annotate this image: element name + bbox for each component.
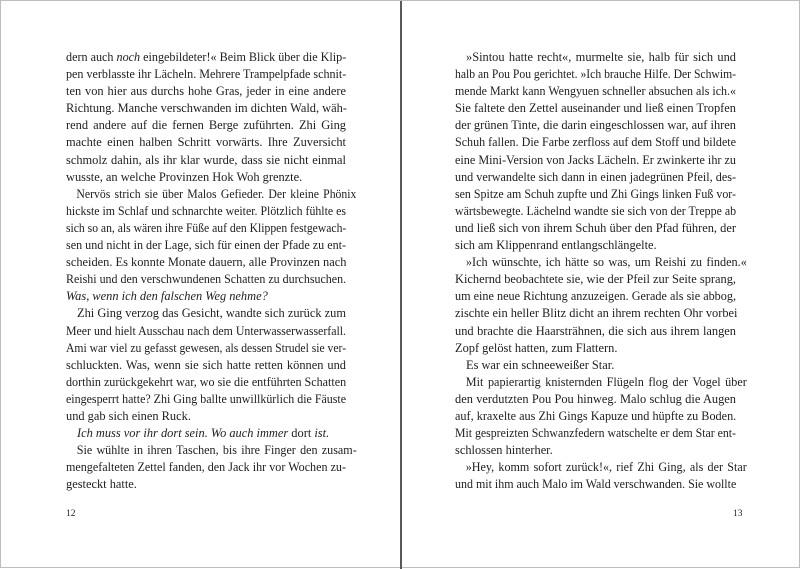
text-line [66,186,356,203]
body-text: Ami war viel zu gefasst gewesen, als dessen Strudel sie ver- [66,340,347,355]
text-line [66,49,346,66]
text-line [66,254,346,271]
body-text: eine Mini-Version von Jacks Lächeln. Er zwinkerte ihr zu [455,152,736,167]
body-text: »Sintou hatte recht«, murmelte sie, halb für sich und [466,50,736,64]
page-text [455,49,747,493]
italic-text: Ich muss vor ihr dort sein. Wo auch immer [77,426,289,441]
text-line [66,305,346,322]
text-line [455,408,736,425]
body-text: dern auch [66,50,117,64]
text-line [455,340,736,357]
body-text: Mit papierartig knisternden Flügeln flog der Vogel über [465,374,747,389]
text-line [455,323,736,340]
text-line [66,100,346,117]
text-line [66,459,346,476]
body-text: schluckten. Was, wenn sie sich hatte retten können und [66,357,346,372]
left-page [1,1,400,569]
body-text: schmolz dahin, als ihr klar wurde, dass sie nicht einmal [66,152,346,167]
body-text: sich so an, als wären ihre Füße auf den Klippen festgewach- [66,220,347,235]
page-text [66,49,357,493]
text-line [455,442,736,459]
body-text: wusste, an welche Provinzen Hok Woh grenzte. [66,169,303,184]
body-text: »Hey, komm sofort zurück!«, rief Zhi Ging, als der Star [465,460,747,475]
text-line [455,220,736,237]
text-line [66,357,346,374]
text-line [66,425,346,442]
body-text: Nervös strich sie über Malos Gefieder. Der kleine Phönix [76,186,357,201]
body-text: zischte ein heller Blitz dicht an ihrem rechten Ohr vorbei [455,306,738,321]
text-line [455,134,736,151]
italic-text: noch [116,50,141,64]
text-line [455,357,736,374]
body-text: machte einen halben Schritt vorwärts. Ihre Zuversicht [66,135,346,150]
body-text: und brachte die Haarsträhnen, die sich aus ihrem langen [455,323,736,338]
body-text: rend andere auf die fernen Berge zuführten. Zhi Ging [66,118,346,133]
text-line [455,237,736,254]
text-line [66,66,346,83]
body-text: und mit ihm auch Malo im Wald verschwanden. Sie wollte [455,477,737,492]
page-number: 12 [66,509,76,519]
text-line [455,391,736,408]
text-line [455,83,736,100]
body-text: und verwandelte sich dann in einen jadegrünen Pfeil, des- [455,169,736,184]
text-line [66,220,346,237]
body-text: Sie wühlte in ihren Taschen, bis ihre Finger den zusam- [76,443,357,458]
italic-text: ist. [314,426,330,441]
text-line [66,391,346,408]
body-text: den verdutzten Pou Pou hinweg. Malo schlug die Augen [455,391,736,406]
text-line [455,374,747,391]
text-line [66,237,346,254]
body-text: Zopf gelöst hatten, zum Flattern. [455,340,618,355]
text-line [66,83,346,100]
text-line [455,169,736,186]
text-line [66,323,346,340]
text-line [66,134,346,151]
text-line [455,425,736,442]
body-text: sen Spitze am Schuh zupfte und Zhi Gings linken Fuß vor- [455,186,736,201]
text-line [455,203,736,220]
text-line [455,186,736,203]
body-text: sen und nicht in der Lage, sich für einen der Pfade zu ent- [66,238,346,253]
right-page [402,1,800,569]
body-text: hickste im Schlaf und schnarchte weiter. Plötzlich fühlte es [66,203,346,218]
body-text: eingebildeter!« Beim Blick über die Klip- [140,50,347,64]
text-line [455,288,736,305]
body-text: eingesperrt hatte? Zhi Ging ballte unwillkürlich die Fäuste [66,391,347,406]
body-text: Kichernd beobachtete sie, wie der Pfeil zur Seite sprang, [455,272,736,287]
body-text: mende Markt kann Wengyuen schneller absuchen als ich.« [455,84,736,99]
text-line [66,152,346,169]
body-text: Mit gespreizten Schwanzfedern watschelte er dem Star ent- [455,426,736,441]
body-text: ten von hier aus durchs hohe Gras, jeder in eine andere [66,84,346,99]
text-line [455,152,736,169]
italic-text: Was, wenn ich den falschen Weg nehme? [66,289,268,304]
text-line [66,169,346,186]
body-text: dorthin zurückgekehrt war, wo sie die entführten Schatten [66,374,347,389]
text-line [66,288,346,305]
text-line [455,305,736,322]
body-text: Sie faltete den Zettel auseinander und ließ einen Tropfen [455,101,736,116]
body-text: der grünen Tinte, die darin eingeschlossen war, auf ihren [455,118,736,133]
text-line [66,340,346,357]
text-line [66,408,346,425]
body-text: Reishi und den verschwundenen Schatten zu durchsuchen. [66,272,347,287]
body-text: Es war ein schneeweißer Star. [466,357,615,372]
text-line [455,271,736,288]
body-text: »Ich wünschte, ich hätte so was, um Reishi zu finden.« [465,255,747,270]
text-line [66,374,346,391]
text-line [455,117,736,134]
body-text: auf, kraxelte aus Zhi Gings Kapuze und hüpfte zu Boden. [455,408,737,423]
text-line [455,459,747,476]
body-text: pen verblasste ihr Lächeln. Mehrere Trampelpfade schnit- [66,67,347,82]
body-text: und ließ sich von ihrem Schuh über den Pfad führen, der [455,220,736,235]
text-line [66,476,346,493]
text-line [455,254,747,271]
text-line [455,476,736,493]
body-text: gesteckt hatte. [66,477,137,492]
text-line [66,442,357,459]
body-text: Meer und hielt Ausschau nach dem Unterwasserwasserfall. [66,323,346,338]
text-line [455,49,736,66]
body-text: wärtsbewegte. Lächelnd wandte sie sich von der Treppe ab [455,203,737,218]
body-text: scheiden. Es konnte Monate dauern, alle Provinzen nach [66,255,347,270]
body-text: halb an Pou Pou gerichtet. »Ich brauche Hilfe. Der Schwim- [455,67,737,82]
body-text: schlossen hinterher. [455,443,553,458]
body-text: Schuh fallen. Die Farbe zerfloss auf dem Stoff und bildete [455,135,736,150]
body-text: dort [288,426,315,441]
text-line [66,117,346,134]
page-number: 13 [733,509,743,519]
body-text: sich am Klippenrand entlangschlängelte. [455,238,657,253]
body-text: mengefalteten Zettel fanden, den Jack ihr vor Wochen zu- [66,460,346,475]
text-line [455,66,736,83]
text-line [455,100,736,117]
text-line [66,203,346,220]
body-text: und gab sich einen Ruck. [66,408,191,423]
body-text: Zhi Ging verzog das Gesicht, wandte sich zurück zum [77,306,346,321]
text-line [66,271,346,288]
body-text: um eine neue Richtung anzuzeigen. Gerade als sie abbog, [455,289,736,304]
body-text: Richtung. Manche verschwanden im dichten Wald, wäh- [66,101,347,116]
